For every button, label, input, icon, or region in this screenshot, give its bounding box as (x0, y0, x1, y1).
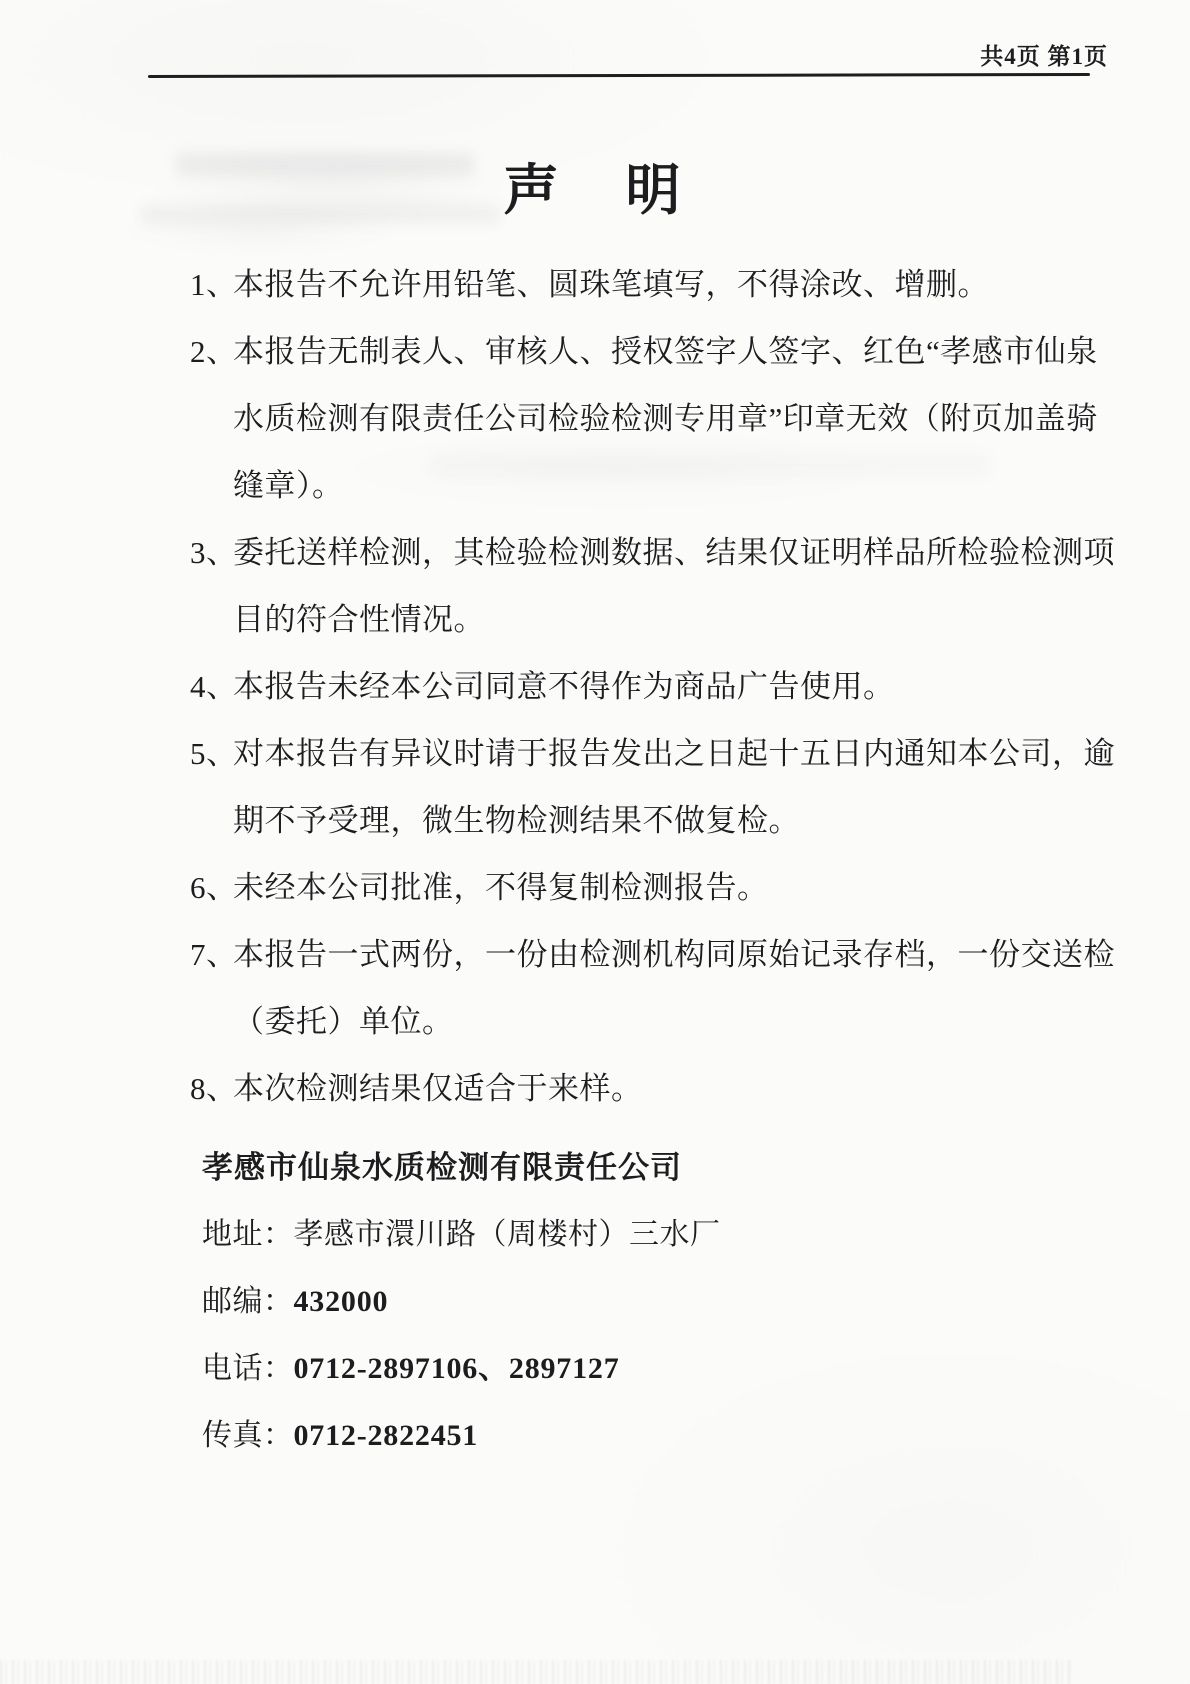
page-title: 声 明 (503, 160, 687, 221)
item-number: 4、 (190, 669, 238, 704)
item-number: 7、 (190, 937, 238, 972)
item-number: 8、 (190, 1071, 238, 1106)
postcode-value: 432000 (293, 1285, 389, 1318)
item-text: 本报告一式两份，一份由检测机构同原始记录存档，一份交送检 (233, 937, 1115, 972)
statement-item (190, 921, 1140, 988)
statement-list (190, 251, 1140, 1122)
phone-value: 0712-2897106、2897127 (293, 1352, 620, 1385)
statement-item (190, 720, 1140, 787)
statement-item (190, 653, 1140, 720)
fax-value: 0712-2822451 (293, 1419, 479, 1452)
item-number: 3、 (190, 535, 238, 570)
fax-label: 传真： (202, 1419, 294, 1452)
statement-item (190, 519, 1140, 586)
statement-item (190, 854, 1140, 921)
statement-item-continuation (190, 385, 1140, 452)
item-text: 未经本公司批准，不得复制检测报告。 (233, 870, 769, 905)
page-number-indicator: 共4页 第1页 (980, 44, 1108, 69)
item-text: 本报告无制表人、审核人、授权签字人签字、红色“孝感市仙泉 (233, 334, 1098, 369)
address-value: 孝感市澴川路（周楼村）三水厂 (293, 1218, 721, 1251)
company-name: 孝感市仙泉水质检测有限责任公司 (202, 1150, 682, 1185)
phone-label: 电话： (202, 1352, 294, 1385)
statement-item-continuation (190, 988, 1140, 1055)
item-number: 2、 (190, 334, 238, 369)
item-number: 1、 (190, 267, 238, 302)
company-info-block (202, 1134, 1140, 1469)
header-rule-line (148, 73, 1090, 78)
item-text: 期不予受理，微生物检测结果不做复检。 (233, 803, 800, 838)
postcode-label: 邮编： (202, 1285, 294, 1318)
item-number: 5、 (190, 736, 238, 771)
company-postcode-line (202, 1268, 1140, 1335)
scan-edge-noise (0, 1660, 1070, 1684)
statement-item (190, 318, 1140, 385)
statement-item (190, 1055, 1140, 1122)
item-text: 对本报告有异议时请于报告发出之日起十五日内通知本公司，逾 (233, 736, 1115, 771)
item-text: 水质检测有限责任公司检验检测专用章”印章无效（附页加盖骑 (233, 401, 1098, 436)
company-fax-line (202, 1402, 1140, 1469)
item-number: 6、 (190, 870, 238, 905)
statement-item-continuation (190, 787, 1140, 854)
item-text: 缝章）。 (233, 468, 344, 503)
company-phone-line (202, 1335, 1140, 1402)
item-text: 本次检测结果仅适合于来样。 (233, 1071, 643, 1106)
company-address-line (202, 1201, 1140, 1268)
address-label: 地址： (202, 1218, 294, 1251)
statement-item-continuation (190, 452, 1140, 519)
item-text: 委托送样检测，其检验检测数据、结果仅证明样品所检验检测项 (233, 535, 1115, 570)
statement-item (190, 251, 1140, 318)
item-text: 目的符合性情况。 (233, 602, 485, 637)
item-text: （委托）单位。 (233, 1004, 454, 1039)
statement-item-continuation (190, 586, 1140, 653)
item-text: 本报告不允许用铅笔、圆珠笔填写，不得涂改、增删。 (233, 267, 989, 302)
item-text: 本报告未经本公司同意不得作为商品广告使用。 (233, 669, 895, 704)
